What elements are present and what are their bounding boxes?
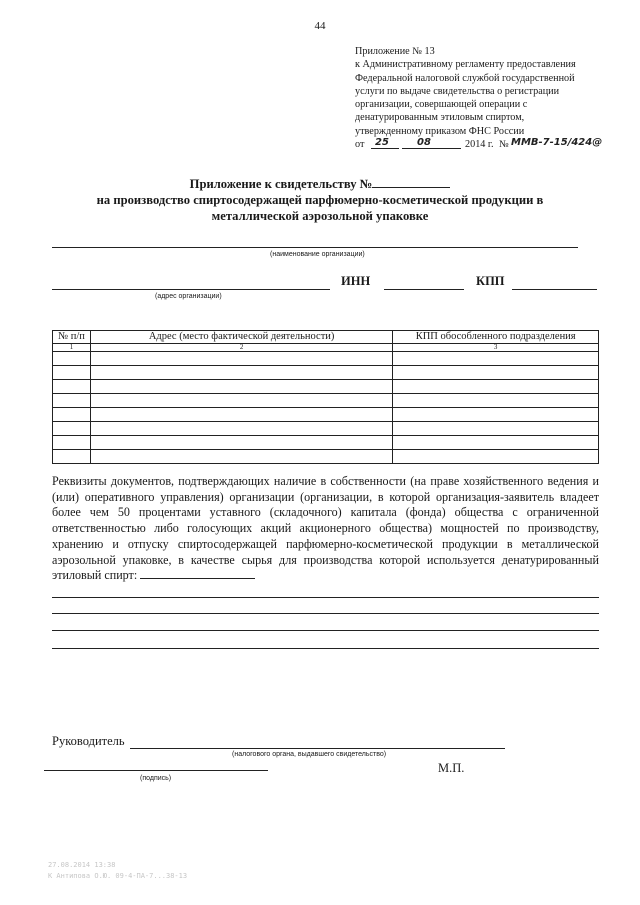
requisites-line[interactable] xyxy=(52,630,599,631)
table-header-row xyxy=(53,331,599,344)
authority-caption: (налогового органа, выдавшего свидетельство) xyxy=(232,751,387,758)
table-row[interactable] xyxy=(53,436,599,450)
kpp-label: КПП xyxy=(476,274,505,288)
requisites-line[interactable] xyxy=(52,613,599,614)
header-address: Адрес (место фактической деятельности) xyxy=(90,331,392,344)
stamp-line-2: К Антипова О.Ю. 09-4-ПА-7...38-13 xyxy=(48,872,188,880)
title-line-2: на производство спиртосодержащей парфюмерно-косметической продукции в xyxy=(96,193,544,207)
org-address-field[interactable] xyxy=(52,289,330,290)
order-number: ММВ-7-15/424@ xyxy=(511,137,603,149)
table-row[interactable] xyxy=(53,408,599,422)
table-row[interactable] xyxy=(53,380,599,394)
appendix-line: Приложение № 13 xyxy=(355,46,435,57)
requisites-line[interactable] xyxy=(52,648,599,649)
title-text-1: Приложение к свидетельству № xyxy=(189,177,373,191)
seal-label: М.П. xyxy=(438,761,465,775)
inn-field[interactable] xyxy=(384,289,464,290)
appendix-header xyxy=(355,45,625,152)
date-month: 08 xyxy=(417,137,431,149)
requisites-line[interactable] xyxy=(52,597,599,598)
requisites-inline-field[interactable] xyxy=(140,568,255,579)
authority-field[interactable] xyxy=(130,748,505,749)
title-line-3: металлической аэрозольной упаковке xyxy=(211,209,429,223)
subdivisions-table xyxy=(52,330,599,464)
table-row[interactable] xyxy=(53,422,599,436)
footer-stamp xyxy=(48,860,187,882)
header-kpp: КПП обособленного подразделения xyxy=(393,331,599,344)
head-label: Руководитель xyxy=(52,734,125,748)
date-year: 2014 г. xyxy=(465,139,494,151)
order-prefix: № xyxy=(499,139,509,151)
kpp-field[interactable] xyxy=(512,289,597,290)
certificate-number-field[interactable] xyxy=(372,175,450,188)
column-number: 3 xyxy=(393,344,599,352)
page-number: 44 xyxy=(314,20,326,32)
appendix-line: утвержденному приказом ФНС России xyxy=(355,125,525,137)
table-row[interactable] xyxy=(53,352,599,366)
signature-field[interactable] xyxy=(44,770,268,771)
column-number: 2 xyxy=(90,344,392,352)
appendix-line: Федеральной налоговой службой государственной xyxy=(355,72,575,84)
appendix-line: денатурированным этиловым спиртом, xyxy=(355,112,525,124)
appendix-line: к Административному регламенту предоставления xyxy=(355,59,576,71)
requisites-text: Реквизиты документов, подтверждающих наличие в собственности (на праве хозяйственного ведения и (или) оперативного управления) организации (организации, в которой организация-заявитель владеет более чем 50 процентами уставного (складочного) капитала (фонда) общества с ограниченной ответственностью либо голосующих акций акционерного общества) мощностей по производству, хранению и отпуску спиртосодержащей парфюмерно-косметической продукции в металлической аэрозольной упаковке, в качестве сырья для производства которой используется денатурированный этиловый спирт: xyxy=(52,474,599,583)
org-address-caption: (адрес организации) xyxy=(155,293,222,300)
table-row[interactable] xyxy=(53,394,599,408)
signature-caption: (подпись) xyxy=(140,775,172,782)
org-name-caption: (наименование организации) xyxy=(270,251,365,258)
document-title xyxy=(0,175,640,224)
date-prefix: от xyxy=(355,139,365,151)
org-name-field[interactable] xyxy=(52,247,578,248)
column-number: 1 xyxy=(53,344,91,352)
column-number-row xyxy=(53,344,599,352)
appendix-date-line xyxy=(355,138,625,152)
table-row[interactable] xyxy=(53,366,599,380)
header-number: № п/п xyxy=(53,331,91,344)
inn-label: ИНН xyxy=(341,274,371,288)
stamp-line-1: 27.08.2014 13:38 xyxy=(48,861,116,869)
appendix-line: услуги по выдаче свидетельства о регистрации xyxy=(355,85,560,97)
requisites-paragraph xyxy=(52,474,599,584)
appendix-line: организации, совершающей операции с xyxy=(355,99,528,111)
date-day: 25 xyxy=(375,137,389,149)
table-row[interactable] xyxy=(53,450,599,464)
title-line-1 xyxy=(0,175,640,192)
